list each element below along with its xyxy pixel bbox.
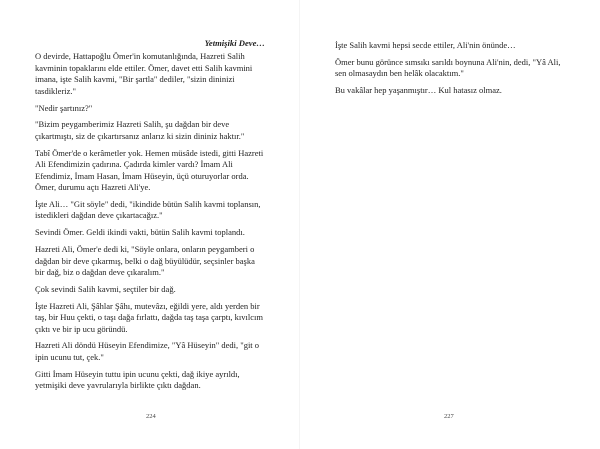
paragraph: İşte Ali… "Git söyle" dedi, "ikindide bütün Salih kavmi toplansın, istedikleri dağdan deve çıkartacağız." (35, 198, 261, 221)
paragraph: "Bizim peygamberimiz Hazreti Salih, şu dağdan bir deve çıkartmıştı, siz de çıkartırsanız anlarız ki sizin dininiz haktır." (35, 119, 245, 141)
paragraph: İşte Salih kavmi hepsi secde ettiler, Ali'nin önünde… (335, 40, 516, 50)
paragraph: Ömer bunu görünce sımsıkı sarıldı boynuna Ali'nin, dedi, "Yâ Ali, sen olmasaydın ben helâk olacaktım." (335, 56, 561, 79)
right-page-text-column (335, 40, 563, 102)
left-page-number: 224 (146, 413, 156, 420)
paragraph: Hazreti Ali, Ömer'e dedi ki, "Söyle onlara, onların peygamberi o dağdan bir deve çıkarmış, belki o dağ büyülüdür, seçsinler başka bir dağ, biz o dağdan deve çıkaralım." (35, 244, 255, 277)
paragraph: "Nedir şartınız?" (35, 102, 93, 113)
paragraph: Bu vakâlar hep yaşanmıştır… Kul hatasız olmaz. (335, 85, 502, 96)
paragraph: O devirde, Hattapoğlu Ömer'in komutanlığında, Hazreti Salih kavminin topaklarını elde ettiler. Ömer, davet etti Salih kavmini imana, işte Salih kavmi, "Bir şartla" dediler, "sizin dininizi tasdikleriz." (35, 51, 253, 96)
paragraph: Gitti İmam Hüseyin tuttu ipin ucunu çekti, dağ ikiye ayrıldı, yetmişiki deve yavrularıyla birlikte çıktı dağdan. (35, 368, 240, 391)
left-page-text-column (35, 38, 265, 397)
paragraph: Çok sevindi Salih kavmi, seçtiler bir dağ. (35, 283, 176, 294)
paragraph: Hazreti Ali döndü Hüseyin Efendimize, "Yâ Hüseyin" dedi, "git o ipin ucunu tut, çek." (35, 340, 260, 362)
right-page-number: 227 (444, 413, 454, 420)
paragraph: Sevindi Ömer. Geldi ikindi vakti, bütün Salih kavmi toplandı. (35, 227, 245, 238)
paragraph: Tabî Ömer'de o kerâmetler yok. Hemen müsâde istedi, gitti Hazreti Ali Efendimizin çadırına. Çadırda kimler vardı? İmam Ali Efendimiz, İmam Hasan, İmam Hüseyin, üçü oturuyorlar orda. Ömer, durumu açtı Hazreti Ali'ye. (35, 147, 264, 192)
chapter-title: Yetmişiki Deve… (204, 38, 265, 48)
paragraph: İşte Hazreti Ali, Şâhlar Şâhı, mutevâzı, eğildi yere, aldı yerden bir taş, bir Huu çekti, o taşı dağa fırlattı, dağda taş taşa çarptı, kıvılcım çıktı ve bir ip ucu göründü. (35, 300, 264, 334)
